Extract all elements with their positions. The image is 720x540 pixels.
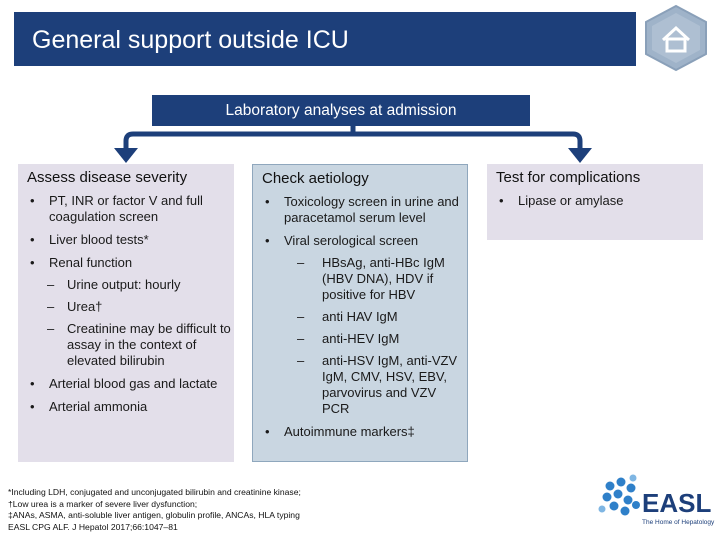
list-item: • Autoimmune markers‡ bbox=[265, 424, 415, 439]
svg-text:EASL: EASL bbox=[642, 488, 712, 518]
test-complications-heading: Test for complications bbox=[496, 169, 641, 186]
list-item: • Lipase or amylase bbox=[499, 193, 624, 208]
arrow-down-right bbox=[568, 148, 592, 163]
sub-item: – anti HAV IgM bbox=[297, 309, 398, 324]
slide-title: General support outside ICU bbox=[32, 26, 349, 54]
assess-severity-panel bbox=[18, 164, 234, 462]
footnotes bbox=[8, 487, 301, 533]
footnote: ‡ANAs, ASMA, anti-soluble liver antigen, globulin profile, ANCAs, HLA typing bbox=[8, 510, 300, 521]
sub-item: – Urine output: hourly bbox=[47, 277, 181, 292]
sub-item: – anti-HEV IgM bbox=[297, 331, 400, 346]
citation: EASL CPG ALF. J Hepatol 2017;66:1047–81 bbox=[8, 521, 178, 532]
flow-connector bbox=[0, 0, 720, 170]
assess-severity-heading: Assess disease severity bbox=[27, 169, 188, 186]
list-item: • Arterial ammonia bbox=[30, 399, 148, 414]
list-item: • Renal function bbox=[30, 255, 133, 270]
sub-item: – HBsAg, anti-HBc IgM (HBV DNA), HDV if positive for HBV bbox=[297, 255, 445, 302]
test-complications-panel bbox=[487, 164, 703, 240]
easl-logo bbox=[598, 472, 718, 534]
arrow-down-left bbox=[114, 148, 138, 163]
check-aetiology-heading: Check aetiology bbox=[262, 170, 369, 187]
sub-item: – anti-HSV IgM, anti-VZV IgM, CMV, HSV, EBV, parvovirus and VZV PCR bbox=[297, 353, 458, 416]
footnote: †Low urea is a marker of severe liver dysfunction; bbox=[8, 498, 198, 509]
list-item: • Liver blood tests* bbox=[30, 232, 149, 247]
check-aetiology-panel bbox=[252, 164, 468, 462]
list-item: • PT, INR or factor V and full coagulation screen bbox=[30, 193, 203, 224]
list-item: • Toxicology screen in urine and paracetamol serum level bbox=[265, 194, 459, 225]
list-item: • Viral serological screen bbox=[265, 233, 419, 248]
svg-text:The Home of Hepatology: The Home of Hepatology bbox=[642, 519, 715, 526]
sub-item: – Urea† bbox=[47, 299, 103, 314]
sub-item: – Creatinine may be difficult to assay in the context of elevated bilirubin bbox=[47, 321, 231, 368]
list-item: • Arterial blood gas and lactate bbox=[30, 376, 218, 391]
footnote: *Including LDH, conjugated and unconjugated bilirubin and creatinine kinase; bbox=[8, 487, 301, 497]
lab-analyses-header: Laboratory analyses at admission bbox=[152, 95, 530, 126]
